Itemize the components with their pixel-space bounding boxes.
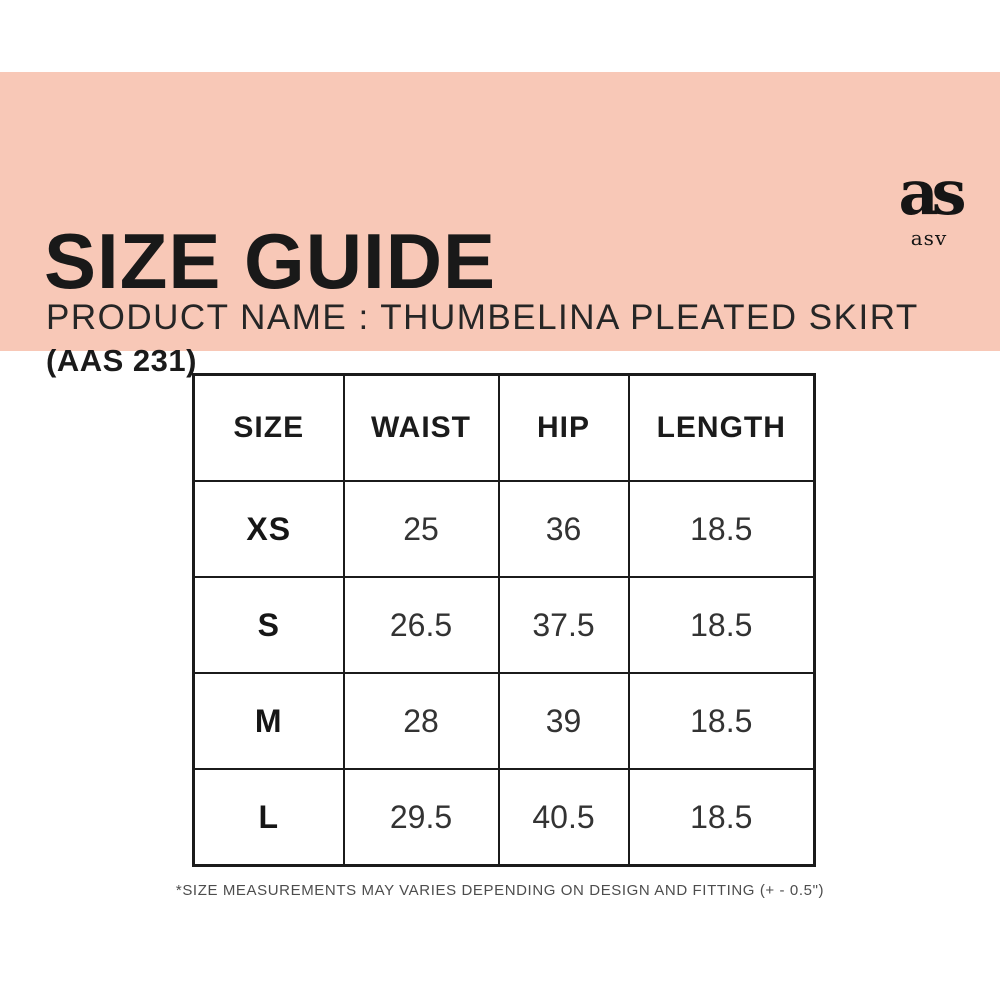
size-cell: M <box>194 673 344 769</box>
length-cell: 18.5 <box>629 769 815 866</box>
length-cell: 18.5 <box>629 673 815 769</box>
product-code: (AAS 231) <box>46 343 197 378</box>
size-cell: S <box>194 577 344 673</box>
hip-cell: 37.5 <box>499 577 629 673</box>
brand-monogram-icon: as <box>898 156 960 229</box>
size-cell: XS <box>194 481 344 577</box>
table-row <box>194 577 815 673</box>
table-row <box>194 673 815 769</box>
header-band <box>0 72 1000 378</box>
waist-cell: 29.5 <box>344 769 499 866</box>
length-cell: 18.5 <box>629 481 815 577</box>
column-header-waist: WAIST <box>344 375 499 482</box>
waist-cell: 25 <box>344 481 499 577</box>
table-header-row <box>194 375 815 482</box>
waist-cell: 28 <box>344 673 499 769</box>
hip-cell: 39 <box>499 673 629 769</box>
waist-cell: 26.5 <box>344 577 499 673</box>
column-header-hip: HIP <box>499 375 629 482</box>
brand-logo <box>884 156 974 250</box>
column-header-size: SIZE <box>194 375 344 482</box>
size-cell: L <box>194 769 344 866</box>
column-header-length: LENGTH <box>629 375 815 482</box>
table-row <box>194 769 815 866</box>
page-title: SIZE GUIDE <box>44 217 497 305</box>
size-table <box>192 373 816 867</box>
length-cell: 18.5 <box>629 577 815 673</box>
brand-wordmark: asv <box>910 226 948 250</box>
hip-cell: 36 <box>499 481 629 577</box>
size-disclaimer: *SIZE MEASUREMENTS MAY VARIES DEPENDING ON DESIGN AND FITTING (+ - 0.5") <box>175 882 825 899</box>
hip-cell: 40.5 <box>499 769 629 866</box>
product-name: PRODUCT NAME : THUMBELINA PLEATED SKIRT <box>46 298 919 337</box>
table-row <box>194 481 815 577</box>
